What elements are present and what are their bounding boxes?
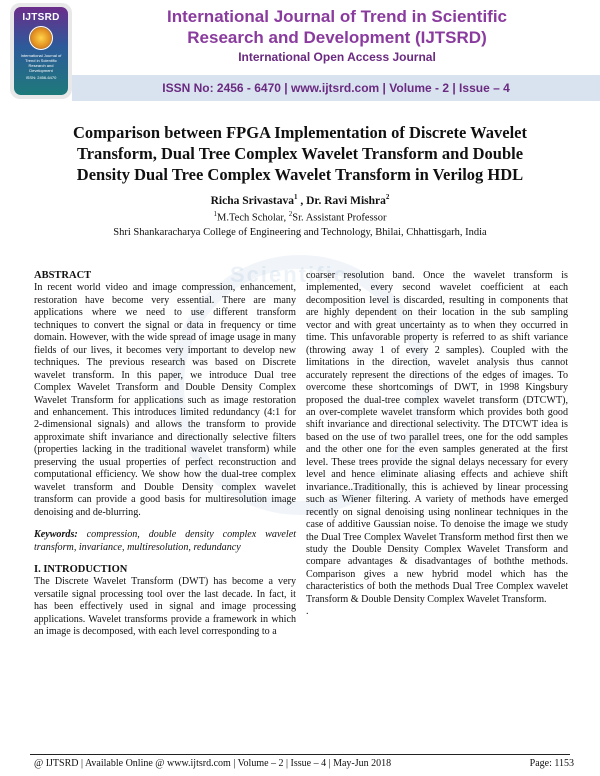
affil-1: M.Tech Scholar, — [217, 212, 289, 224]
affil-1-sup: 1 — [213, 210, 218, 218]
left-column — [34, 270, 296, 639]
keywords-label: Keywords: — [34, 529, 78, 541]
author-separator: , — [297, 194, 307, 207]
affil-2: Sr. Assistant Professor — [292, 212, 387, 224]
keywords — [34, 529, 296, 554]
right-column-trailing: . — [306, 606, 309, 618]
logo-emblem-icon — [29, 26, 53, 50]
paper-title-line1: Comparison between FPGA Implementation of Discrete Wavelet — [73, 123, 527, 142]
affil-2-sup: 2 — [288, 210, 293, 218]
footer-divider — [30, 754, 570, 755]
right-column-text: coarser resolution band. Once the wavelet transform is implemented, every second wavelet coefficient at each decomposition level is discarded, resulting in components that are highly dependent on their location in the sub sampling vector and with great uncertainty as to when they occurred in time. This unfavorable property is referred to as shift variance (throwing away 1 of every 2 samples). Coupled with the limitations in the direction, wavelet analysis thus cannot accurately represent the directions of the edges of images. To overcome these shortcomings of DWT, in 1998 Kingsbury proposed the dual-tree complex wavelet transform (DTCWT), an over-complete wavelet transform which provides both good shift invariance and directional selectivity. The DTCWT idea is based on the use of two parallel trees, one for the odd samples and the other one for the even samples generated at the first level. These trees provide the signal delays necessary for every level and hence eliminate aliasing effects and achieve shift invariance..Traditionally, this is achieved by linear processing such as Wiener filtering. A variety of methods have emerged recently on signal denoising using nonlinear techniques in the case of additive Gaussian noise. To denoise the image we study the Dual Tree Complex Wavelet Transform method first then we study the Double Density Complex Wavelet Transform and compare advantages & disadvantages of boththe methods. Comparison gives a new hybrid model which has the characteristics of both the methods Dual Tree Complex wavelet Transform & Double Density Complex Wavelet Transform. — [306, 270, 568, 605]
college: Shri Shankaracharya College of Engineering and Technology, Bhilai, Chhattisgarh, India — [113, 227, 487, 238]
paper-title-line3: Density Dual Tree Complex Wavelet Transform in Verilog HDL — [76, 165, 524, 184]
logo-issn: ISSN: 2456-6470 — [25, 75, 57, 80]
logo-text: International Journal of Trend in Scientific Research and Development — [20, 53, 62, 73]
author-1: Richa Srivastava — [210, 194, 294, 207]
introduction-text: The Discrete Wavelet Transform (DWT) has become a very versatile signal processing tool over the last decade. In fact, it has been effectively used in signal and image processing applications. Wavelet transforms provide a framework in which an image is decomposed, with each level corresponding to a — [34, 576, 296, 638]
author-2: Dr. Ravi Mishra — [306, 194, 386, 207]
paper-title-line2: Transform, Dual Tree Complex Wavelet Transform and Double — [76, 144, 524, 163]
paper-title — [30, 122, 570, 185]
author-1-sup: 1 — [293, 193, 298, 201]
affiliations — [30, 210, 570, 224]
watermark-text: Scientific — [230, 262, 348, 287]
issn-bar: ISSN No: 2456 - 6470 | www.ijtsrd.com | Volume - 2 | Issue – 4 — [72, 75, 600, 101]
journal-title — [82, 6, 592, 48]
logo-title: IJTSRD — [22, 12, 60, 23]
journal-title-line2: Research and Development (IJTSRD) — [187, 28, 487, 47]
introduction-heading: I. INTRODUCTION — [34, 563, 128, 575]
journal-logo — [10, 3, 72, 99]
journal-header — [0, 0, 600, 108]
keywords-text: compression, double density complex wavelet transform, invariance, multiresolution, redundancy — [34, 529, 296, 553]
open-access-label: International Open Access Journal — [238, 50, 436, 64]
page-number: Page: 1153 — [529, 758, 574, 769]
abstract-text: In recent world video and image compression, enhancement, restoration have become very essential. There are many applications where we need to use different transform techniques to convert the signal or data in frequency or time domain. However, with the wide spread of image usage in many fields of our lives, it becomes very important to develop new techniques. The previous research was based on Discrete wavelet transform. In this paper, we introduce Dual tree Complex Wavelet Transform and Double Density Complex Wavelet Transform for applications such as image restoration and enhancement. This introduces limited redundancy (4:1 for 2-dimensional signals) and allows the transform to provide approximate shift invariance and directionally selective filters (properties lacking in the traditional wavelet transform) while preserving the usual properties of perfect reconstruction and computational efficiency. We show how the dual-tree complex wavelet transform and Double Density complex wavelet transform can provide a good basis for multiresolution image denoising and de-blurring. — [34, 282, 296, 518]
authors — [30, 193, 570, 207]
abstract-heading: ABSTRACT — [34, 270, 92, 281]
right-column — [306, 270, 568, 619]
footer-info: @ IJTSRD | Available Online @ www.ijtsrd.com | Volume – 2 | Issue – 4 | May-Jun 2018 — [34, 758, 392, 769]
journal-title-line1: International Journal of Trend in Scientific — [166, 7, 508, 26]
logo-badge — [14, 7, 68, 95]
author-2-sup: 2 — [385, 193, 390, 201]
